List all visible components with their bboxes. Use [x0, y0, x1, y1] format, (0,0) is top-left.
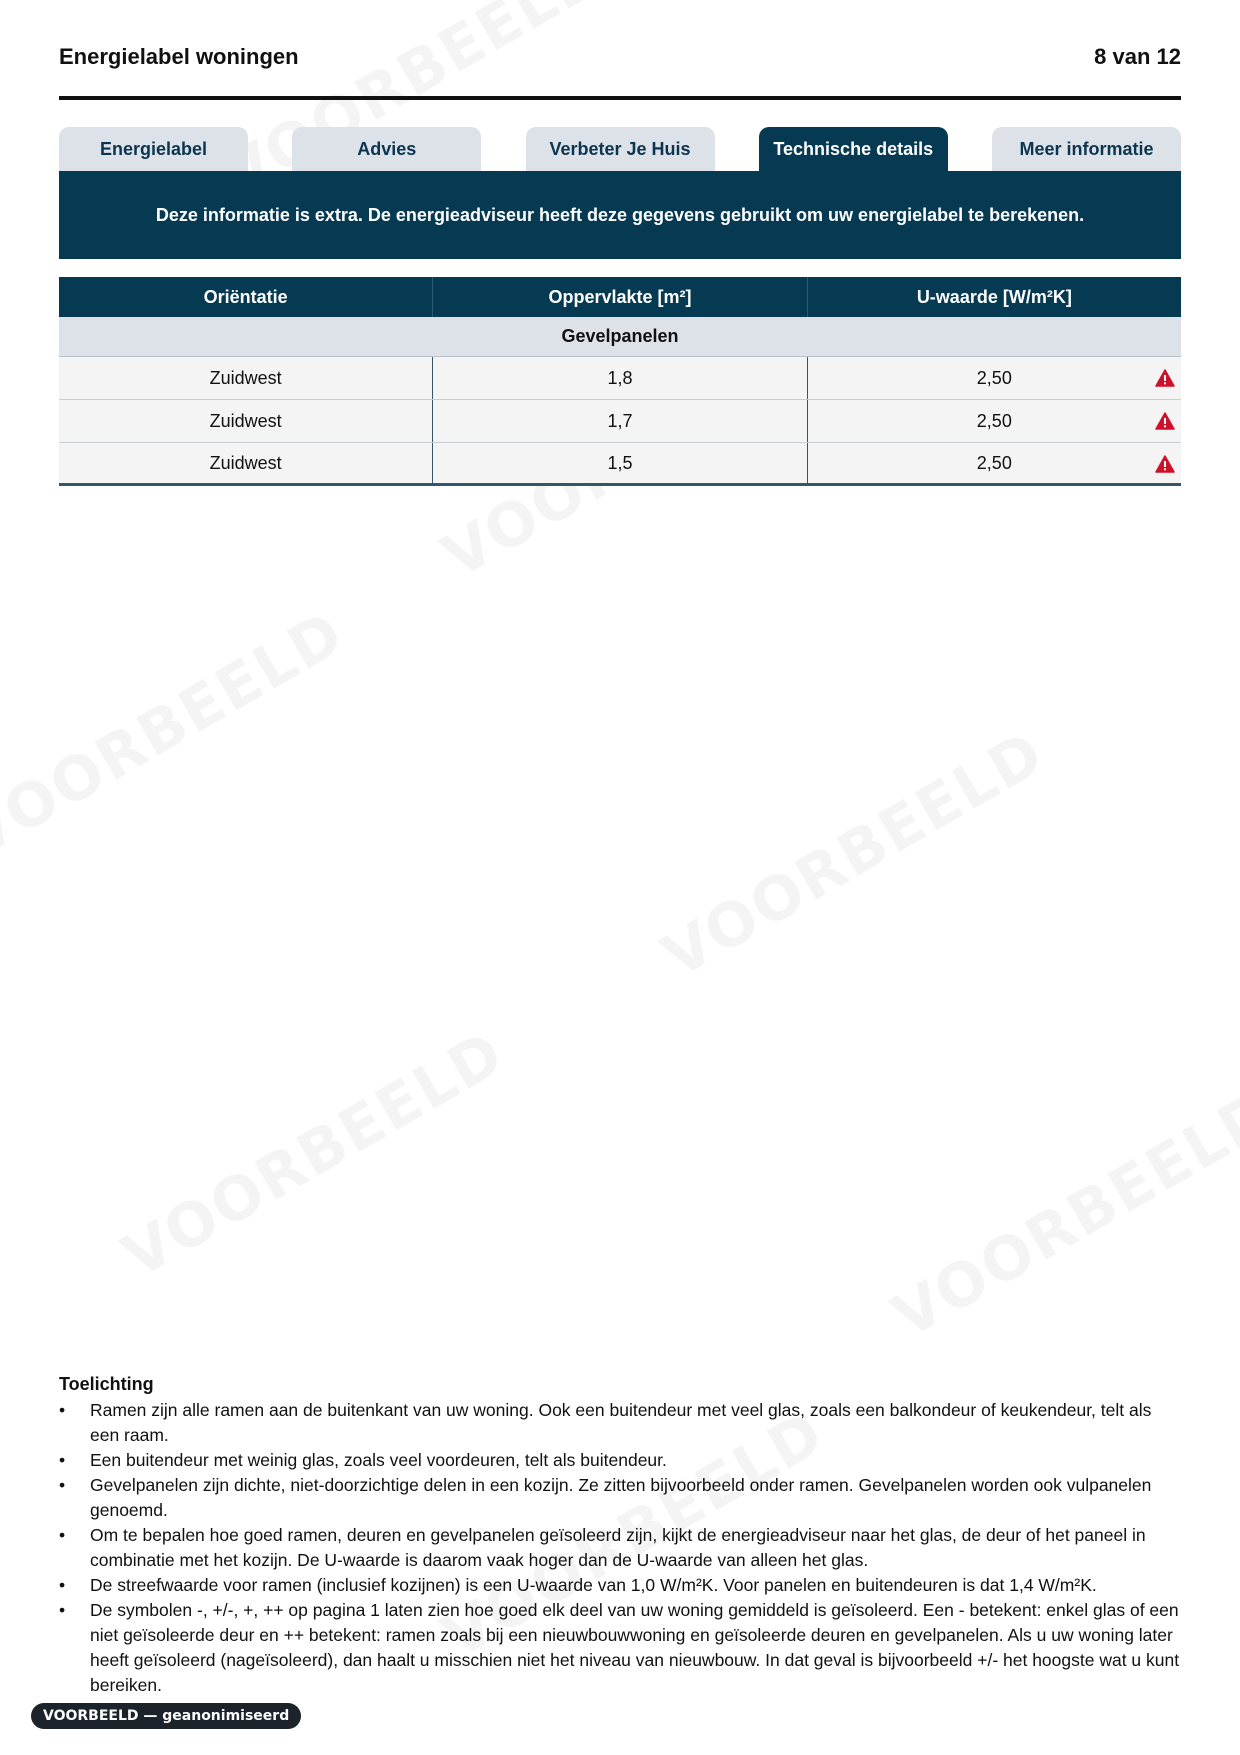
warning-triangle-icon — [1155, 455, 1175, 473]
oppervlakte-cell: 1,8 — [433, 357, 807, 399]
uwaarde-value: 2,50 — [976, 410, 1012, 431]
notes-list — [59, 1398, 1181, 1698]
tab-verbeter-je-huis[interactable]: Verbeter Je Huis — [526, 127, 715, 172]
notes-title: Toelichting — [59, 1374, 154, 1394]
column-header-orientatie: Oriëntatie — [59, 277, 433, 317]
watermark — [111, 1018, 516, 1292]
list-item: • Gevelpanelen zijn dichte, niet-doorzichtige delen in een kozijn. Ze zitten bijvoorbeeld onder ramen. Gevelpanelen worden ook vulpanelen genoemd. — [59, 1473, 1181, 1523]
warning-triangle-icon — [1155, 412, 1175, 430]
page-header — [59, 44, 1181, 100]
oppervlakte-cell: 1,7 — [433, 400, 807, 442]
tab-bar — [59, 127, 1181, 172]
tab-technische-details[interactable]: Technische details — [759, 127, 948, 172]
tab-advies[interactable]: Advies — [292, 127, 481, 172]
list-item: • De streefwaarde voor ramen (inclusief kozijnen) is een U-waarde van 1,0 W/m²K. Voor panelen en buitendeuren is dat 1,4 W/m²K. — [59, 1573, 1181, 1598]
info-banner: Deze informatie is extra. De energieadviseur heeft deze gegevens gebruikt om uw energielabel te berekenen. — [59, 171, 1181, 259]
list-item: • De symbolen -, +/-, +, ++ op pagina 1 laten zien hoe goed elk deel van uw woning gemiddeld is geïsoleerd. Een - betekent: enkel glas of een niet geïsoleerde deur en ++ betekent: ramen zoals bij een nieuwbouwwoning en geïsoleerde deuren en gevelpanelen. Als u uw woning later heeft geïsoleerd (nageïsoleerd), dan haalt u misschien niet het niveau van nieuwbouw. In dat geval is bijvoorbeeld +/- het hoogste wat u kunt bereiken. — [59, 1598, 1181, 1698]
list-item: • Om te bepalen hoe goed ramen, deuren en gevelpanelen geïsoleerd zijn, kijkt de energieadviseur naar het glas, de deur of het paneel in combinatie met het kozijn. De U-waarde is daarom vaak hoger dan de U-waarde van alleen het glas. — [59, 1523, 1181, 1573]
uwaarde-value: 2,50 — [976, 367, 1012, 388]
watermark — [0, 598, 356, 872]
uwaarde-cell — [808, 443, 1181, 483]
list-item: • Een buitendeur met weinig glas, zoals veel voordeuren, telt als buitendeur. — [59, 1448, 1181, 1473]
page-number: 8 van 12 — [1094, 44, 1181, 69]
uwaarde-value: 2,50 — [976, 452, 1012, 473]
notes-section — [59, 1372, 1181, 1698]
watermark — [651, 718, 1056, 992]
table-row — [59, 400, 1181, 443]
uwaarde-cell — [808, 357, 1181, 399]
watermark — [881, 1078, 1240, 1352]
oppervlakte-cell: 1,5 — [433, 443, 807, 483]
table-row — [59, 443, 1181, 486]
anonymized-stamp: VOORBEELD — geanonimiseerd — [31, 1703, 301, 1729]
column-header-uwaarde: U-waarde [W/m²K] — [916, 286, 1072, 307]
table-row — [59, 357, 1181, 400]
list-item: • Ramen zijn alle ramen aan de buitenkant van uw woning. Ook een buitendeur met veel glas, zoals een balkondeur of keukendeur, telt als een raam. — [59, 1398, 1181, 1448]
tab-meer-informatie[interactable]: Meer informatie — [992, 127, 1181, 172]
orientatie-cell: Zuidwest — [59, 443, 433, 483]
table-group-heading: Gevelpanelen — [59, 317, 1181, 357]
orientatie-cell: Zuidwest — [59, 400, 433, 442]
orientatie-cell: Zuidwest — [59, 357, 433, 399]
details-table — [59, 277, 1181, 486]
column-header-oppervlakte: Oppervlakte [m²] — [433, 277, 807, 317]
warning-triangle-icon — [1155, 369, 1175, 387]
tab-energielabel[interactable]: Energielabel — [59, 127, 248, 172]
uwaarde-cell — [808, 400, 1181, 442]
page-title: Energielabel woningen — [59, 44, 299, 69]
table-header — [59, 277, 1181, 317]
